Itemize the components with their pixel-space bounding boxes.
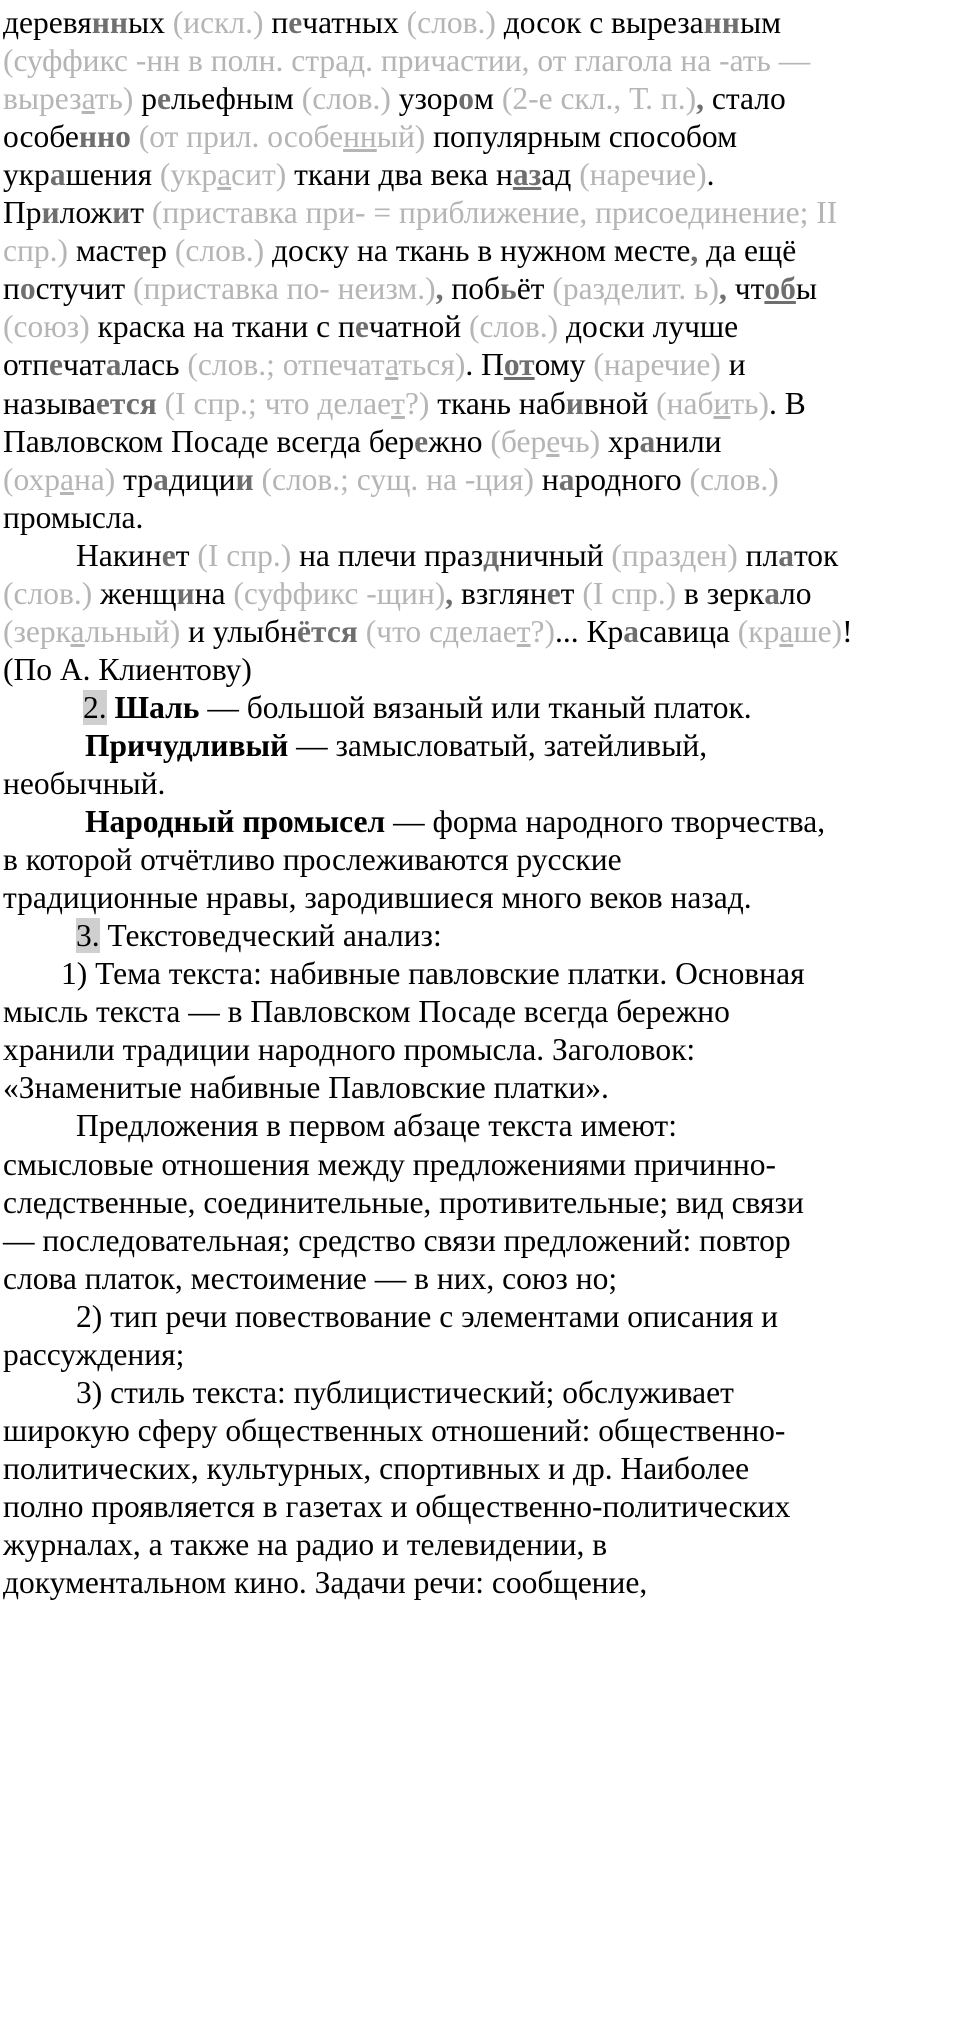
text-line [3,612,853,652]
text-run: в которой отчётливо прослеживаются русские [3,842,622,878]
text-line [3,1525,607,1565]
text-run: — большой вязаный или тканый платок. [199,689,752,725]
spelling-highlight: а [639,423,656,459]
text-line [3,574,811,614]
note-check-letter: т [516,613,531,649]
text-run: поб [443,271,501,307]
grammar-note: (наречие) [593,347,721,383]
text-run: — форма народного творчества, [385,804,826,840]
text-run: слова платок, местоимение — в них, союз но; [3,1260,618,1296]
spelling-highlight: , [690,233,699,269]
spelling-highlight: а [778,537,794,573]
text-run: льефным [171,81,302,117]
text-line [85,726,707,766]
text-run: Предложения в первом абзаце текста имеют: [76,1108,677,1144]
text-line [76,536,838,576]
text-run [157,386,165,421]
text-run: ым [739,5,782,40]
grammar-note: (праз [611,537,681,573]
grammar-note: ый) [376,119,426,155]
text-run: и улыбн [180,613,297,649]
text-run: н [534,461,559,497]
text-run: необычный. [3,766,166,801]
grammar-note: (наб [656,385,714,421]
grammar-note: (приставка при- = приближение, присоединение; II [151,195,838,231]
grammar-note: (слов.) [174,233,265,269]
grammar-note: ться) [398,347,466,383]
spelling-highlight: , [445,575,454,611]
text-line [3,1068,609,1108]
text-line [61,954,805,994]
grammar-note: ть) [94,81,134,117]
grammar-note: спр.) [3,233,68,269]
note-check-letter: и [713,385,731,421]
grammar-note: сит) [231,157,287,193]
spelling-highlight: а [558,461,575,497]
note-check-letter: а [779,613,794,649]
spelling-highlight: а [105,347,122,383]
grammar-note: (суффикс -нн в полн. страд. причастии, от глагола на -ать — [3,43,811,79]
text-line [3,422,722,462]
spelling-highlight: е [161,537,176,573]
spelling-highlight: аз [512,157,542,193]
note-check-letter: т [391,385,405,421]
note-check-letter: а [385,347,399,383]
text-run: . В [769,385,806,421]
text-run: традиционные нравы, зародившиеся много веков назад. [3,880,752,916]
text-line [3,1221,791,1261]
text-run: особе [3,119,79,155]
spelling-highlight: е [546,575,561,611]
spelling-highlight: е [414,423,429,459]
text-run: маст [67,233,138,269]
text-line [3,1030,695,1070]
text-line [3,1183,804,1223]
text-run: шения [65,157,160,193]
text-run: да ещё [698,233,797,269]
grammar-note: на) [73,461,116,497]
item-number: 2. [83,689,107,725]
note-check-letter: е [546,423,560,459]
text-run: чатной [368,309,469,345]
text-line [3,460,779,500]
grammar-note: (охр [3,461,60,497]
grammar-note: (I спр.) [582,575,677,611]
text-run: хранили традиции народного промысла. Заголовок: [3,1032,696,1068]
grammar-note: льный) [84,613,181,649]
grammar-note: (слов.) [301,81,391,117]
spelling-highlight: о [19,271,36,307]
grammar-note: (слов.) [689,461,779,497]
grammar-note: ть) [730,385,769,421]
text-run [358,614,366,649]
spelling-highlight: е [48,347,63,383]
text-run: вной [583,385,657,421]
grammar-note: вырез [3,81,82,117]
grammar-note: (I спр.; что делае [164,385,392,421]
text-run: чатных [302,5,407,40]
spelling-highlight: от [503,347,535,383]
text-run [107,690,115,725]
spelling-highlight: е [137,233,152,269]
text-run: жно [428,423,491,459]
text-line [3,1487,790,1527]
text-line [3,193,837,233]
spelling-highlight: а [153,461,169,497]
grammar-note: (слов.) [3,575,93,611]
text-line [3,1145,776,1185]
text-run: взглян [453,575,547,611]
text-run: укр [3,157,50,193]
text-line [3,1563,647,1603]
text-run: чат [62,347,106,383]
spelling-highlight: и [235,461,254,497]
term-bold: Причудливый [85,727,289,763]
spelling-highlight: нн [703,5,740,40]
text-run: родного [574,461,690,497]
text-line [83,688,752,728]
text-run: следственные, соединительные, противительные; вид связи [3,1184,804,1220]
text-run: политических, культурных, спортивных и др. Наиболее [3,1450,750,1486]
note-check-letter: а [217,157,232,193]
text-run: т [175,537,198,573]
text-run: широкую сферу общественных отношений: общественно- [3,1412,786,1448]
text-line [3,1259,617,1299]
spelling-highlight: и [41,195,60,231]
text-run: стучит [35,271,134,307]
text-run: хр [600,423,640,459]
text-run: популярным способом [425,119,738,155]
text-run: узор [390,81,459,117]
spelling-highlight: ется [95,385,157,421]
text-run: на плечи праз [291,537,484,573]
grammar-note: (союз) [3,309,90,345]
text-run: называ [3,385,96,421]
text-line [3,840,622,880]
text-line [3,345,746,385]
spelling-highlight: д [483,537,500,573]
text-run: — последовательная; средство связи предложений: повтор [3,1222,791,1258]
grammar-note: (слов.) [406,5,496,40]
text-run: Пр [3,195,42,231]
text-run: журналах, а также на радио и телевидении, в [3,1527,608,1562]
spelling-highlight: ь [500,271,517,307]
text-run: м [474,81,502,117]
text-line [3,1449,749,1489]
grammar-note: ен) [696,537,738,573]
text-line [76,916,442,956]
spelling-highlight: и [565,385,584,421]
text-run: (По А. Клиентову) [3,651,252,687]
grammar-note: (кр [737,613,780,649]
grammar-note: (суффикс -щин) [233,575,446,611]
note-check-letter: а [81,81,95,117]
grammar-note: (наречие) [579,157,707,193]
text-run: Накин [76,537,162,573]
spelling-highlight: и [112,195,131,231]
text-run: в зерк [676,575,765,611]
spelling-highlight: а [623,613,639,649]
text-line [3,3,781,43]
spelling-highlight: нн [91,5,128,40]
text-run: ткань наб [429,385,566,421]
text-line [3,498,143,538]
text-run: ло [780,575,812,611]
spelling-highlight: о [458,81,475,117]
text-run: . П [465,347,504,383]
text-line [3,650,252,690]
note-check-letter: а [70,613,85,649]
item-number: 3. [76,918,100,954]
text-run: дици [168,461,236,497]
grammar-note: (слов.) [468,309,559,345]
text-line [3,231,796,271]
text-run: ничный [499,537,612,573]
text-run: . [706,157,715,193]
text-run: ад [541,157,580,193]
note-check-letter: д [680,537,697,573]
text-run: п [3,271,20,307]
text-line [3,1411,785,1451]
spelling-highlight: е [354,309,369,345]
text-line [3,79,786,119]
text-run: мысль текста — в Павловском Посаде всегда бережно [3,994,730,1030]
text-run: ёт [516,271,553,307]
text-run: чт [726,271,765,307]
grammar-note: (искл.) [172,5,264,40]
text-line [3,117,737,157]
note-check-letter: а [59,461,74,497]
text-run: доску на ткань в нужном месте [264,233,691,269]
text-run: лож [59,195,113,231]
grammar-note: (от прил. особе [138,119,344,155]
spelling-highlight: а [49,157,66,193]
text-run: 3) стиль текста: публицистический; обслуживает [76,1374,734,1410]
grammar-note: чь) [559,423,601,459]
spelling-highlight: нно [78,119,131,155]
grammar-note: (2-е скл., Т. п.) [501,81,697,117]
spelling-highlight: ётся [296,613,358,649]
text-run: женщ [92,575,177,611]
text-line [3,764,165,804]
text-run: «Знаменитые набивные Павловские платки». [3,1070,609,1106]
spelling-highlight: , [719,271,727,307]
spelling-highlight: и [176,575,195,611]
text-line [76,1106,677,1146]
spelling-highlight: е [288,5,303,40]
text-run: ы [795,271,818,307]
text-run: Текстоведческий анализ: [99,918,442,954]
text-run: на [194,575,234,611]
text-run: лась [121,347,188,383]
grammar-note: (приставка по- неизм.) [133,271,436,307]
term-bold: Народный промысел [85,804,386,840]
text-run: смысловые отношения между предложениями причинно- [3,1146,776,1182]
text-run: нили [655,423,722,459]
text-run: т [130,195,152,231]
text-run: и [720,347,746,383]
term-bold: Шаль [114,689,200,725]
text-line [3,155,715,195]
note-check-letter: нн [343,119,377,155]
text-run: р [151,233,175,269]
text-run: п [263,5,289,40]
grammar-note: (слов.; сущ. на -ция) [261,461,535,497]
text-line [3,269,817,309]
text-run: ткани два века н [286,157,513,193]
text-run: стало [704,81,786,117]
text-run: досок с выреза [495,5,704,40]
text-run: рассуждения; [3,1336,185,1372]
spelling-highlight: , [435,271,444,307]
text-line [3,1335,184,1375]
text-run: т [560,575,583,611]
text-run: пл [737,537,779,573]
text-run: 2) тип речи повествование с элементами описания и [76,1298,779,1334]
text-run: краска на ткани с п [89,309,355,345]
text-run [131,119,139,154]
spelling-highlight: е [157,81,172,117]
text-run: полно проявляется в газетах и общественно-политических [3,1488,791,1524]
grammar-note: (укр [159,157,218,193]
text-run: промысла. [3,499,144,535]
text-line [76,1373,734,1413]
grammar-note: (зерк [3,613,71,649]
text-run: — замысловатый, затейливый, [288,727,708,763]
text-run: ! [842,613,853,649]
text-run: ых [128,5,173,40]
grammar-note: (бер [490,423,547,459]
grammar-note: (I спр.) [197,537,292,573]
grammar-note: (что сделае [365,613,517,649]
spelling-highlight: , [696,81,705,117]
text-run: ому [534,347,594,383]
grammar-note: ?) [404,385,430,421]
text-run: савица [639,613,738,649]
text-line [3,41,810,81]
text-line [76,1297,778,1337]
text-run: 1) Тема текста: набивные павловские платки. Основная [61,956,805,992]
text-line [3,878,752,918]
grammar-note: (слов.; отпечат [187,347,386,383]
text-run: деревя [3,5,92,40]
spelling-highlight: а [764,575,780,611]
text-line [3,384,806,424]
grammar-note: ?) [530,613,555,649]
grammar-note: (разделит. ь) [552,271,720,307]
text-run: р [133,81,158,117]
text-run: Павловском Посаде всегда бер [3,423,415,459]
spelling-highlight: об [764,271,796,307]
text-run: документальном кино. Задачи речи: сообщение, [3,1565,648,1601]
text-run: ток [793,537,839,573]
text-run: отп [3,347,49,383]
text-run: ... Кр [554,613,624,649]
text-run: доски лучше [558,309,739,345]
text-line [3,992,730,1032]
grammar-note: ше) [793,613,843,649]
text-line [3,307,738,347]
text-run: тр [115,461,154,497]
text-line [85,802,825,842]
